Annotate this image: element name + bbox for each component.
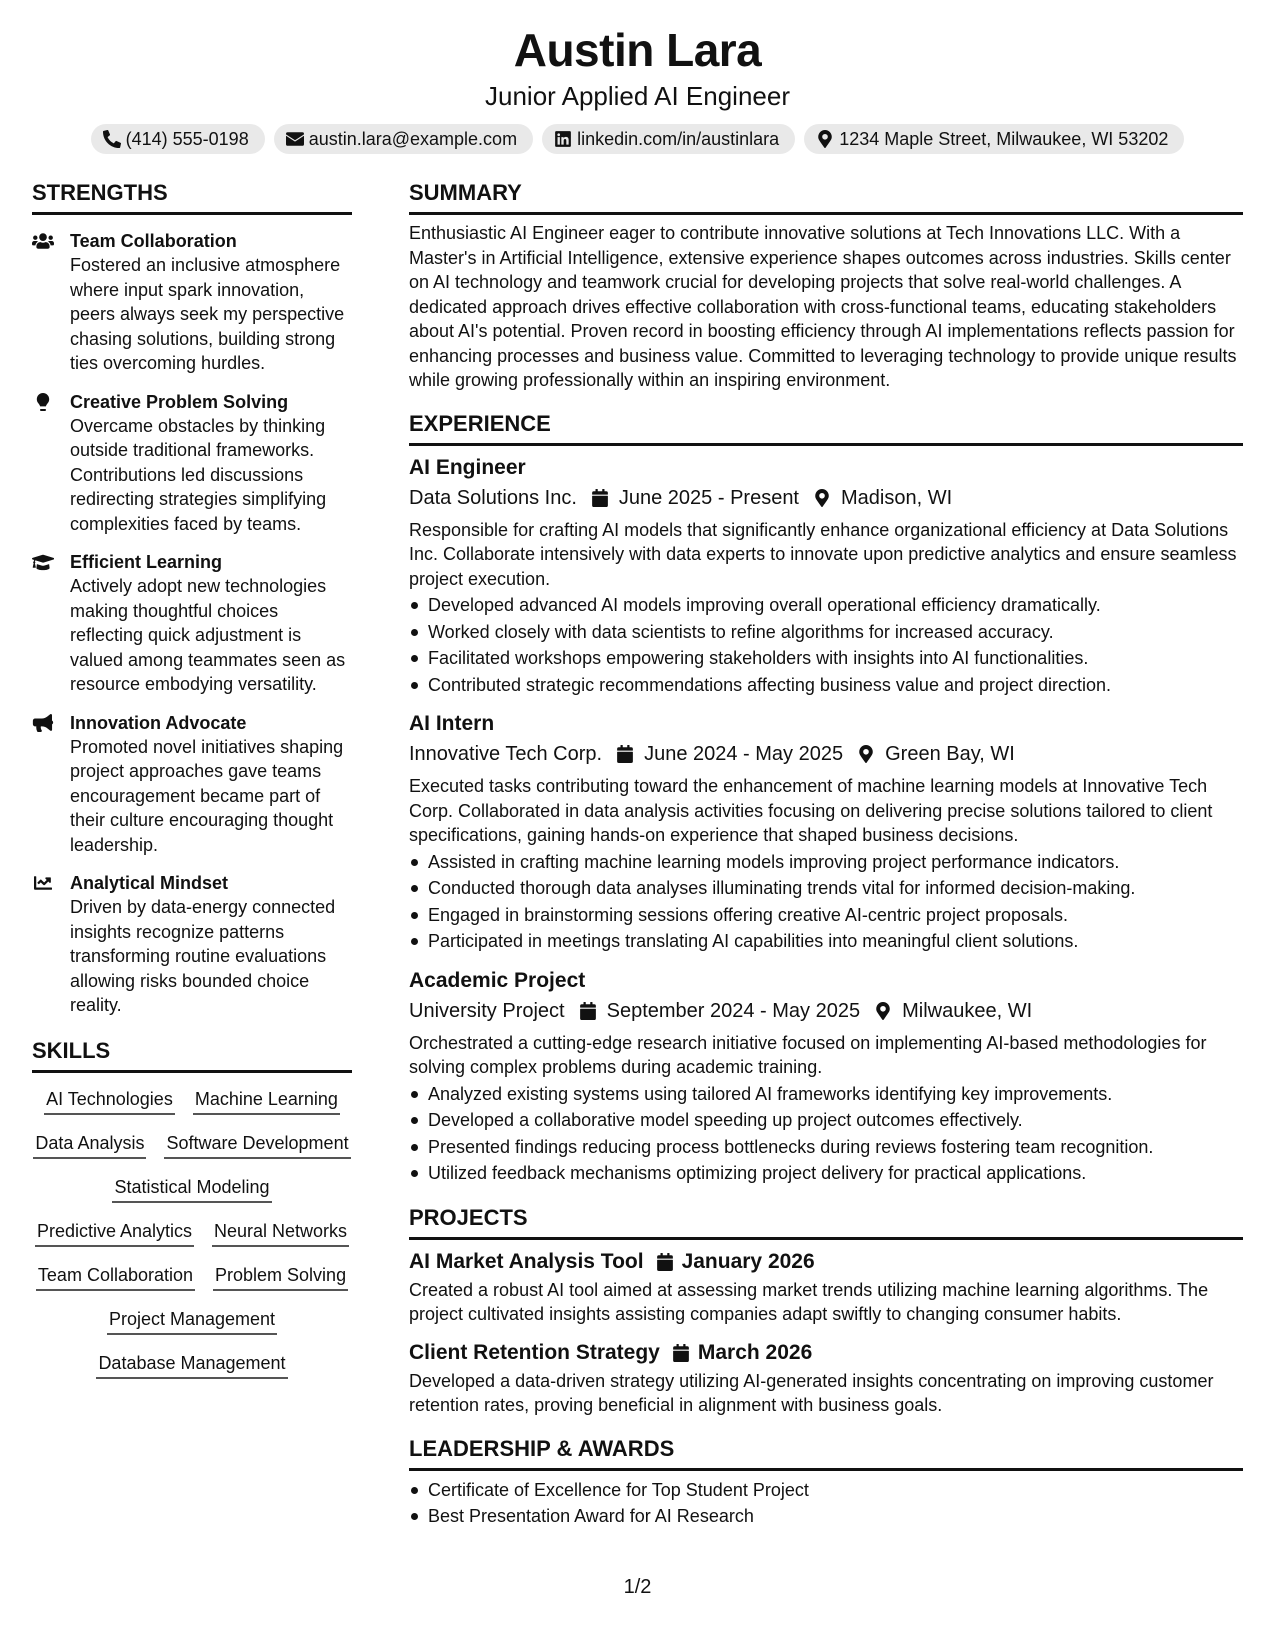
job-meta xyxy=(409,739,1243,769)
skill-tag: Machine Learning xyxy=(193,1087,340,1115)
strength-title: Efficient Learning xyxy=(70,552,223,572)
summary-text: Enthusiastic AI Engineer eager to contribute innovative solutions at Tech Innovations LLC. With a Master's in Artificial Intelligence, extensive experience shapes outcomes across industries. Skills center on AI technology and teamwork crucial for developing projects that solve real-world challenges. A dedicated approach drives effective collaboration with cross-functional teams, educating stakeholders about AI's potential. Proven record in boosting efficiency through AI implementations reflects passion for enhancing processes and business value. Committed to leveraging technology to provide unique results while growing professionally within an inspiring environment. xyxy=(409,223,1237,390)
bullet-item: Developed a collaborative model speeding up project outcomes effectively. xyxy=(409,1107,1243,1134)
skill-tag: Data Analysis xyxy=(33,1131,146,1159)
bullet-item: Utilized feedback mechanisms optimizing project delivery for practical applications. xyxy=(409,1160,1243,1187)
skill-tag: Statistical Modeling xyxy=(112,1175,271,1203)
strength-desc: Fostered an inclusive atmosphere where input spark innovation, peers always seek my perspective chasing solutions, building strong ties overcoming hurdles. xyxy=(70,255,345,373)
skill-tag: Predictive Analytics xyxy=(35,1219,194,1247)
job-dates: June 2024 - May 2025 xyxy=(644,743,844,765)
linkedin-text: linkedin.com/in/austinlara xyxy=(577,128,780,149)
job-company: University Project xyxy=(409,999,565,1022)
megaphone-icon xyxy=(32,714,54,732)
skill-tag: Software Development xyxy=(164,1131,350,1159)
contact-bar xyxy=(0,124,1275,154)
lightbulb-icon xyxy=(32,393,54,411)
contact-linkedin[interactable] xyxy=(542,124,795,154)
project-title: AI Market Analysis Tool xyxy=(409,1249,644,1273)
projects-section xyxy=(409,1203,1243,1418)
summary-heading: SUMMARY xyxy=(409,178,1243,215)
project-description: Developed a data-driven strategy utilizing AI-generated insights concentrating on improving customer retention rates, proving beneficial in alignment with business goals. xyxy=(409,1370,1214,1415)
candidate-name: Austin Lara xyxy=(513,24,762,76)
project-header xyxy=(409,1339,1243,1367)
job-dates: June 2025 - Present xyxy=(618,486,799,509)
strength-item xyxy=(32,550,352,697)
bullet-item: Conducted thorough data analyses illuminating trends vital for informed decision-making. xyxy=(409,875,1243,902)
skills-list xyxy=(32,1087,352,1379)
job-bullets xyxy=(409,849,1243,955)
job-title: Academic Project xyxy=(409,968,586,992)
skill-tag: Project Management xyxy=(107,1307,277,1335)
bullet-item: Assisted in crafting machine learning models improving project performance indicators. xyxy=(409,849,1243,876)
skill-tag: Neural Networks xyxy=(212,1219,349,1247)
bullet-item: Presented findings reducing process bottlenecks during reviews fostering team recognition. xyxy=(409,1134,1243,1161)
strength-title: Analytical Mindset xyxy=(70,873,229,893)
chart-line-icon xyxy=(32,874,54,892)
project-date: January 2026 xyxy=(681,1249,815,1273)
contact-address xyxy=(804,124,1184,154)
experience-heading: EXPERIENCE xyxy=(409,409,1243,446)
bullet-item: Participated in meetings translating AI capabilities into meaningful client solutions. xyxy=(409,928,1243,955)
bullet-item: Analyzed existing systems using tailored AI frameworks identifying key improvements. xyxy=(409,1081,1243,1108)
strength-title: Team Collaboration xyxy=(70,231,237,251)
job-location: Milwaukee, WI xyxy=(902,999,1033,1022)
job-bullets xyxy=(409,592,1243,698)
award-item: Certificate of Excellence for Top Student Project xyxy=(409,1477,1243,1504)
skills-section xyxy=(32,1036,352,1379)
graduation-cap-icon xyxy=(32,553,54,571)
job-dates: September 2024 - May 2025 xyxy=(606,999,861,1022)
map-marker-icon xyxy=(813,489,831,507)
calendar-icon xyxy=(656,1253,674,1271)
project-header xyxy=(409,1248,1243,1276)
linkedin-icon xyxy=(554,130,572,148)
job-meta xyxy=(409,996,1243,1026)
awards-list xyxy=(409,1477,1243,1530)
calendar-icon xyxy=(579,1002,597,1020)
envelope-icon xyxy=(286,130,304,148)
calendar-icon xyxy=(591,489,609,507)
job-description: Executed tasks contributing toward the enhancement of machine learning models at Innovative Tech Corp. Collaborated in data analysis activities focusing on delivering precise solutions tailored to client specifications, gaining hands-on experience that shaped business decisions. xyxy=(409,776,1213,845)
job-company: Innovative Tech Corp. xyxy=(409,743,603,765)
project-title: Client Retention Strategy xyxy=(409,1340,660,1364)
job-company: Data Solutions Inc. xyxy=(409,486,577,509)
experience-section xyxy=(409,409,1243,1187)
strengths-section xyxy=(32,178,352,1018)
users-icon xyxy=(32,232,54,250)
job-description: Orchestrated a cutting-edge research initiative focused on implementing AI-based methodologies for solving complex problems during academic training. xyxy=(409,1032,1207,1077)
strengths-heading: STRENGTHS xyxy=(32,178,352,215)
candidate-title: Junior Applied AI Engineer xyxy=(485,81,790,111)
strength-item xyxy=(32,229,352,376)
map-marker-icon xyxy=(857,745,875,763)
project-date: March 2026 xyxy=(697,1340,813,1364)
project-description: Created a robust AI tool aimed at assessing market trends utilizing machine learning algorithms. The project cultivated insights assisting companies adapt swiftly to changing consumer habits. xyxy=(409,1279,1209,1324)
project-entry xyxy=(409,1248,1243,1327)
projects-heading: PROJECTS xyxy=(409,1203,1243,1240)
strength-desc: Actively adopt new technologies making thoughtful choices reflecting quick adjustment is valued among teammates seen as resource embodying versatility. xyxy=(70,576,346,694)
skill-tag: Database Management xyxy=(96,1351,287,1379)
strength-desc: Overcame obstacles by thinking outside traditional frameworks. Contributions led discussions redirecting strategies simplifying complexities faced by teams. xyxy=(70,415,327,534)
strength-desc: Promoted novel initiatives shaping project approaches gave teams encouragement became part of their culture encouraging thought leadership. xyxy=(70,736,344,855)
resume-header xyxy=(0,22,1275,154)
left-column xyxy=(32,178,352,1379)
job-meta xyxy=(409,483,1243,513)
job-location: Madison, WI xyxy=(841,486,953,509)
skill-tag: Team Collaboration xyxy=(36,1263,195,1291)
contact-email[interactable] xyxy=(274,124,533,154)
bullet-item: Developed advanced AI models improving overall operational efficiency dramatically. xyxy=(409,592,1243,619)
strength-desc: Driven by data-energy connected insights recognize patterns transforming routine evaluations allowing risks bounded choice reality. xyxy=(70,897,336,1015)
contact-phone[interactable] xyxy=(91,124,265,154)
strength-title: Innovation Advocate xyxy=(70,712,247,733)
bullet-item: Facilitated workshops empowering stakeholders with insights into AI functionalities. xyxy=(409,645,1243,672)
bullet-item: Worked closely with data scientists to refine algorithms for increased accuracy. xyxy=(409,619,1243,646)
job-title: AI Engineer xyxy=(409,455,526,479)
job-entry xyxy=(409,710,1243,955)
skill-tag: Problem Solving xyxy=(213,1263,348,1291)
award-item: Best Presentation Award for AI Research xyxy=(409,1503,1243,1530)
email-text: austin.lara@example.com xyxy=(308,128,518,149)
strength-title: Creative Problem Solving xyxy=(70,391,289,412)
map-marker-icon xyxy=(816,130,834,148)
phone-text: (414) 555-0198 xyxy=(125,128,249,149)
job-bullets xyxy=(409,1081,1243,1187)
job-entry xyxy=(409,967,1243,1187)
calendar-icon xyxy=(672,1344,690,1362)
calendar-icon xyxy=(616,745,634,763)
job-title: AI Intern xyxy=(409,712,495,735)
strength-item xyxy=(32,390,352,537)
job-location: Green Bay, WI xyxy=(885,743,1015,765)
map-marker-icon xyxy=(874,1002,892,1020)
bullet-item: Engaged in brainstorming sessions offering creative AI-centric project proposals. xyxy=(409,902,1243,929)
address-text: 1234 Maple Street, Milwaukee, WI 53202 xyxy=(839,128,1169,149)
awards-heading: LEADERSHIP & AWARDS xyxy=(409,1434,1243,1471)
project-entry xyxy=(409,1339,1243,1418)
awards-section xyxy=(409,1434,1243,1530)
skill-tag: AI Technologies xyxy=(44,1087,175,1115)
summary-section xyxy=(409,178,1243,393)
strength-item xyxy=(32,711,352,858)
job-description: Responsible for crafting AI models that significantly enhance organizational efficiency at Data Solutions Inc. Collaborate intensively with data experts to innovate upon predictive analytics and ensure seamless project execution. xyxy=(409,519,1237,589)
right-column xyxy=(409,178,1243,1530)
bullet-item: Contributed strategic recommendations affecting business value and project direction. xyxy=(409,672,1243,699)
page-number: 1/2 xyxy=(623,1576,652,1598)
skills-heading: SKILLS xyxy=(32,1036,352,1073)
job-entry xyxy=(409,454,1243,699)
strength-item xyxy=(32,871,352,1018)
phone-icon xyxy=(103,130,121,148)
